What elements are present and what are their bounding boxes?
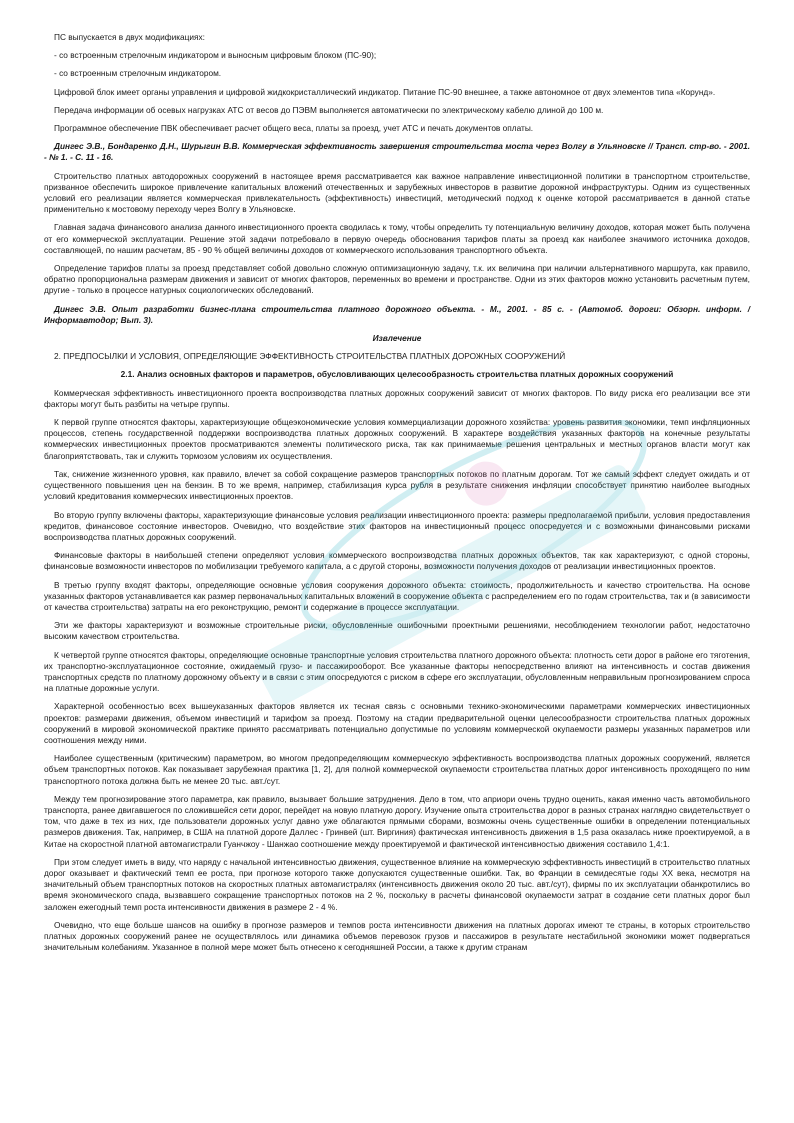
paragraph: К первой группе относятся факторы, характеризующие общеэкономические условия коммерциализации дорожного хозяйства: уровень развития экономики, темп инфляционных процессов, степень государственной поддержки воспроизводства платных дорожных сооружений. В характере воздействия указанных факторов на конечные результаты коммерческих инвестиционных проектов просматриваются элементы политического риска, так как принимаемые решения центральных и местных органов власти могут как благоприятствовать, так и служить тормозом условиям их осуществления.: [44, 417, 750, 461]
document-page: [44, 32, 750, 960]
section-title: 2. ПРЕДПОСЫЛКИ И УСЛОВИЯ, ОПРЕДЕЛЯЮЩИЕ ЭФФЕКТИВНОСТЬ СТРОИТЕЛЬСТВА ПЛАТНЫХ ДОРОЖНЫХ СООРУЖЕНИЙ: [54, 351, 566, 362]
paragraph: Коммерческая эффективность инвестиционного проекта воспроизводства платных дорожных сооружений зависит от многих факторов. По виду риска его реализации все эти факторы могут быть разбиты на четыре группы.: [44, 387, 750, 409]
list-item: - со встроенным стрелочным индикатором.: [54, 68, 222, 79]
bibliographic-reference: Дингес Э.В. Опыт разработки бизнес-плана строительства платного дорожного объекта. - М., 2001. - 85 с. - (Автомоб. дороги: Обзорн. информ. / Информавтодор; Вып. 3).: [44, 303, 750, 325]
subsection-title: 2.1. Анализ основных факторов и параметров, обусловливающих целесообразность строительства платных дорожных сооружений: [120, 369, 674, 380]
paragraph: Передача информации об осевых нагрузках АТС от весов до ПЭВМ выполняется автоматически по электрическому кабелю длиной до 100 м.: [54, 104, 604, 115]
paragraph: К четвертой группе относятся факторы, определяющие основные транспортные условия строительства платного дорожного объекта: плотность сети дорог в районе его тяготения, их транспортно-эксплуатационное состояние, ожидаемый грузо- и пассажирооборот. Все указанные факторы непосредственно влияют на интенсивность и состав движения транспортных средств по платному дорожному объекту и в связи с этим опосредуются с риском в сфере его эксплуатации, обусловленным неправильным прогнозированием спроса на платные дорожные услуги.: [44, 649, 750, 694]
paragraph: Программное обеспечение ПВК обеспечивает расчет общего веса, платы за проезд, учет АТС и печать документов оплаты.: [54, 123, 534, 134]
paragraph: Определение тарифов платы за проезд представляет собой довольно сложную оптимизационную задачу, т.к. их величина при наличии альтернативного маршрута, как правило, обратно пропорциональна размерам движения и зависит от многих факторов, переменных во времени и пространстве. Одни из этих факторов можно установить расчетным путем, другие - только в процессе натурных социологических обследований.: [44, 263, 750, 296]
paragraph: Характерной особенностью всех вышеуказанных факторов является их тесная связь с основными технико-экономическими параметрами коммерческих инвестиционных проектов: размерами движения, объемом инвестиций и тарифом за проезд. Поэтому на стадии предварительной оценки целесообразности строительства платных дорожных сооружений в мировой экономической практике принято рассматривать потенциально допустимые по условиям коммерческой окупаемости размеры указанных параметров или соотношения между ними.: [44, 701, 750, 745]
paragraph: Строительство платных автодорожных сооружений в настоящее время рассматривается как важное направление инвестиционной политики в транспортном строительстве, призванное обеспечить широкое привлечение капитальных вложений отечественных и зарубежных инвесторов в развитие дорожной инфраструктуры. Одним из существенных условий его реализации является коммерческая привлекательность (эффективность) инвестиций, методический подход к оценке которой рассматривается в данной статье применительно к мостовому переходу через Волгу в Ульяновске.: [44, 170, 750, 215]
bibliographic-reference: Дингес Э.В., Бондаренко Д.Н., Шурыгин В.В. Коммерческая эффективность завершения строительства моста через Волгу в Ульяновске // Трансп. стр-во. - 2001. - № 1. - С. 11 - 16.: [44, 141, 750, 163]
paragraph: Между тем прогнозирование этого параметра, как правило, вызывает большие затруднения. Дело в том, что априори очень трудно оценить, какая именно часть автомобильного транспорта, ранее двигавшегося по сложившейся сети дорог, перейдет на новую платную дорогу. Изучение опыта строительства дорог в разных странах наглядно свидетельствует о том, что даже в тех из них, где пользователи дорожных услуг давно уже облагаются прямыми сборами, возможны очень существенные ошибки в определении потенциальных размеров движения. Так, например, в США на платной дороге Даллес - Гринвей (шт. Виргиния) фактическая интенсивность движения в 1,5 раза оказалась ниже проектируемой, а в Китае на скоростной платной автомагистрали Гуанчжоу - Шанжао соотношение между проектируемой и фактической интенсивностью движения составило 1,4:1.: [44, 793, 750, 849]
paragraph: В третью группу входят факторы, определяющие основные условия сооружения дорожного объекта: стоимость, продолжительность и качество строительства. На основе указанных факторов устанавливается как размер первоначальных капитальных вложений в сооружение объекта с распределением его по годам строительства, так и (в зависимости от качества строительства) затраты на его реконструкцию, ремонт и содержание в процессе эксплуатации.: [44, 579, 750, 612]
paragraph: Главная задача финансового анализа данного инвестиционного проекта сводилась к тому, чтобы определить ту потенциальную величину доходов, которая может быть получена от его коммерческой эксплуатации. Решение этой задачи потребовало в первую очередь обоснования тарифов платы за проезд как наиболее значимого источника доходов, составляющей, по нашим расчетам, 85 - 90 % общей величины доходов от коммерческого использования транспортного объекта.: [44, 222, 750, 255]
paragraph: При этом следует иметь в виду, что наряду с начальной интенсивностью движения, существенное влияние на коммерческую эффективность инвестиций в строительство платных дорог оказывает и фактический темп ее роста, при прогнозе которого также допускаются существенные ошибки. Так, во Франции в семидесятые годы XX века, несмотря на значительный объем транспортных потоков на скоростных платных автомагистралях (интенсивность движения около 20 тыс. авт./сут), фирмы по их эксплуатации обанкротились во время экономического спада, вызвавшего сокращение транспортных потоков на 2 %, поскольку в расчеты финансовой окупаемости затрат в создание сети платных дорог был заложен ежегодный темп роста интенсивности движения в размере 2 - 4 %.: [44, 856, 750, 912]
paragraph: ПС выпускается в двух модификациях:: [54, 32, 205, 42]
paragraph: Наиболее существенным (критическим) параметром, во многом предопределяющим коммерческую эффективность воспроизводства платных дорожных сооружений, является объем транспортных потоков. Как показывает зарубежная практика [1, 2], для полной коммерческой окупаемости строительства платных дорог интенсивность проходящего по ним транспортного потока должна быть не менее 20 тыс. авт./сут.: [44, 753, 750, 786]
extract-label: Извлечение: [372, 333, 422, 344]
paragraph: Во вторую группу включены факторы, характеризующие финансовые условия реализации инвестиционного проекта: размеры предполагаемой прибыли, условия предоставления кредитов, финансовое состояние инвесторов. Очевидно, что воздействие этих факторов на инвестиционный процесс опосредуется и с возможными финансовыми рисками воспроизводства платных дорожных сооружений.: [44, 509, 750, 542]
list-item: - со встроенным стрелочным индикатором и выносным цифровым блоком (ПС-90);: [54, 50, 377, 61]
paragraph: Эти же факторы характеризуют и возможные строительные риски, обусловленные ошибочными проектными решениями, несоблюдением технологии работ, недостаточно высоким качеством строительства.: [44, 620, 750, 642]
paragraph: Финансовые факторы в наибольшей степени определяют условия коммерческого воспроизводства платных дорожных объектов, так как характеризуют, с одной стороны, финансовые возможности инвесторов по мобилизации требуемого капитала, а с другой стороны, возможности получения доходов от реализации инвестиционных проектов.: [44, 550, 750, 572]
paragraph: Так, снижение жизненного уровня, как правило, влечет за собой сокращение размеров транспортных потоков по платным дорогам. Тот же самый эффект следует ожидать и от существенного повышения цен на бензин. В то же время, например, стабилизация курса рубля в результате снижения инфляции способствует принятию наиболее выгодных условий кредитования коммерческих инвестиционных проектов.: [44, 468, 750, 502]
paragraph: Цифровой блок имеет органы управления и цифровой жидкокристаллический индикатор. Питание ПС-90 внешнее, а также автономное от двух элементов типа «Корунд».: [54, 86, 716, 97]
paragraph: Очевидно, что еще больше шансов на ошибку в прогнозе размеров и темпов роста интенсивности движения на платных дорогах имеют те страны, в которых строительство платных дорожных сооружений ранее не осуществлялось или динамика объемов перевозок грузов и пассажиров в результате нестабильной экономики может подвергаться значительным колебаниям. Указанное в полной мере может быть отнесено к сегодняшней России, а также к другим странам: [44, 919, 750, 953]
